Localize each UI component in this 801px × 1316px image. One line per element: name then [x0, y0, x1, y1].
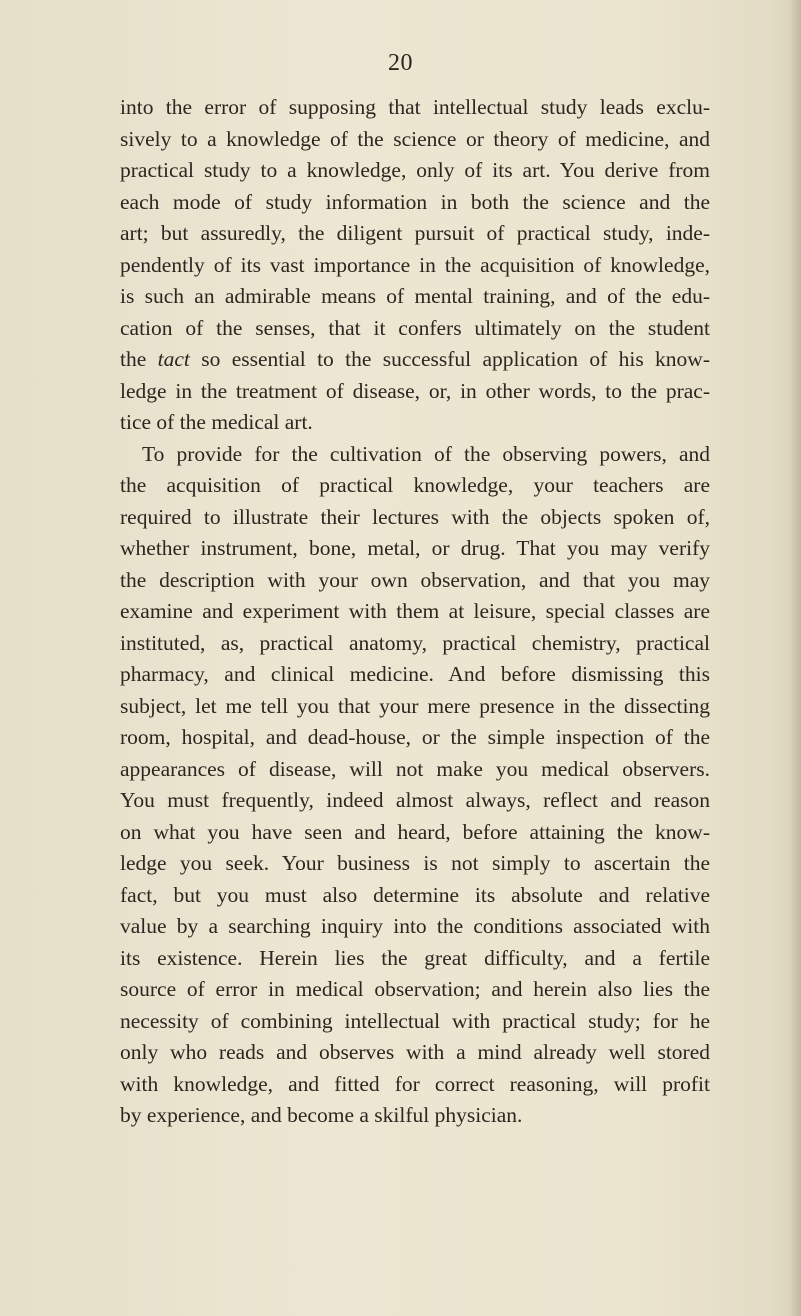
- text-line: art; but assuredly, the diligent pursuit of practical study, inde-: [120, 221, 710, 245]
- text-line: required to illustrate their lectures with the objects spoken of,: [120, 504, 710, 529]
- text-line: the acquisition of practical knowledge, your teachers are: [120, 473, 710, 497]
- page-number: 20: [388, 50, 413, 76]
- text-line: practical study to a knowledge, only of its art. You derive from: [120, 158, 710, 182]
- text-line: sively to a knowledge of the science or theory of medicine, and: [120, 126, 710, 151]
- text-line: value by a searching inquiry into the conditions associated with: [120, 914, 710, 938]
- text-line: with knowledge, and fitted for correct reasoning, will profit: [120, 1071, 710, 1096]
- text-line: tice of the medical art.: [120, 410, 313, 434]
- text-line: each mode of study information in both the science and the: [120, 189, 710, 214]
- text-line: appearances of disease, will not make you medical observers.: [120, 756, 710, 781]
- text-line: source of error in medical observation; and herein also lies the: [120, 977, 710, 1001]
- text-line: examine and experiment with them at leisure, special classes are: [120, 599, 710, 623]
- text-line: whether instrument, bone, metal, or drug. That you may verify: [120, 536, 710, 560]
- text-line: only who reads and observes with a mind already well stored: [120, 1040, 710, 1064]
- text-line: ledge you seek. Your business is not simply to ascertain the: [120, 851, 710, 875]
- paragraph-start-line: To provide for the cultivation of the observing powers, and: [142, 441, 710, 466]
- body-text: [120, 92, 710, 1132]
- text-line: You must frequently, indeed almost always, reflect and reason: [120, 788, 710, 812]
- text-line: into the error of supposing that intellectual study leads exclu-: [120, 95, 710, 119]
- text-line: room, hospital, and dead-house, or the simple inspection of the: [120, 725, 710, 749]
- text-line: ledge in the treatment of disease, or, in other words, to the prac-: [120, 378, 710, 403]
- text-line: its existence. Herein lies the great difficulty, and a fertile: [120, 945, 710, 970]
- text-line: pendently of its vast importance in the acquisition of knowledge,: [120, 252, 710, 277]
- text-line: is such an admirable means of mental training, and of the edu-: [120, 284, 710, 308]
- page-edge-shadow: [789, 0, 801, 1316]
- text-line: pharmacy, and clinical medicine. And before dismissing this: [120, 662, 710, 686]
- text-line: fact, but you must also determine its absolute and relative: [120, 882, 710, 907]
- italic-word: tact: [157, 347, 190, 371]
- text-line: the description with your own observation, and that you may: [120, 567, 710, 592]
- text-line: by experience, and become a skilful physician.: [120, 1103, 523, 1127]
- text-line: instituted, as, practical anatomy, practical chemistry, practical: [120, 630, 710, 655]
- text-line: necessity of combining intellectual with practical study; for he: [120, 1008, 710, 1033]
- text-line: cation of the senses, that it confers ultimately on the student: [120, 315, 710, 340]
- text-line: on what you have seen and heard, before attaining the know-: [120, 819, 710, 844]
- text-line: subject, let me tell you that your mere presence in the dissecting: [120, 693, 710, 718]
- text-line: the tact so essential to the successful application of his know-: [120, 347, 710, 371]
